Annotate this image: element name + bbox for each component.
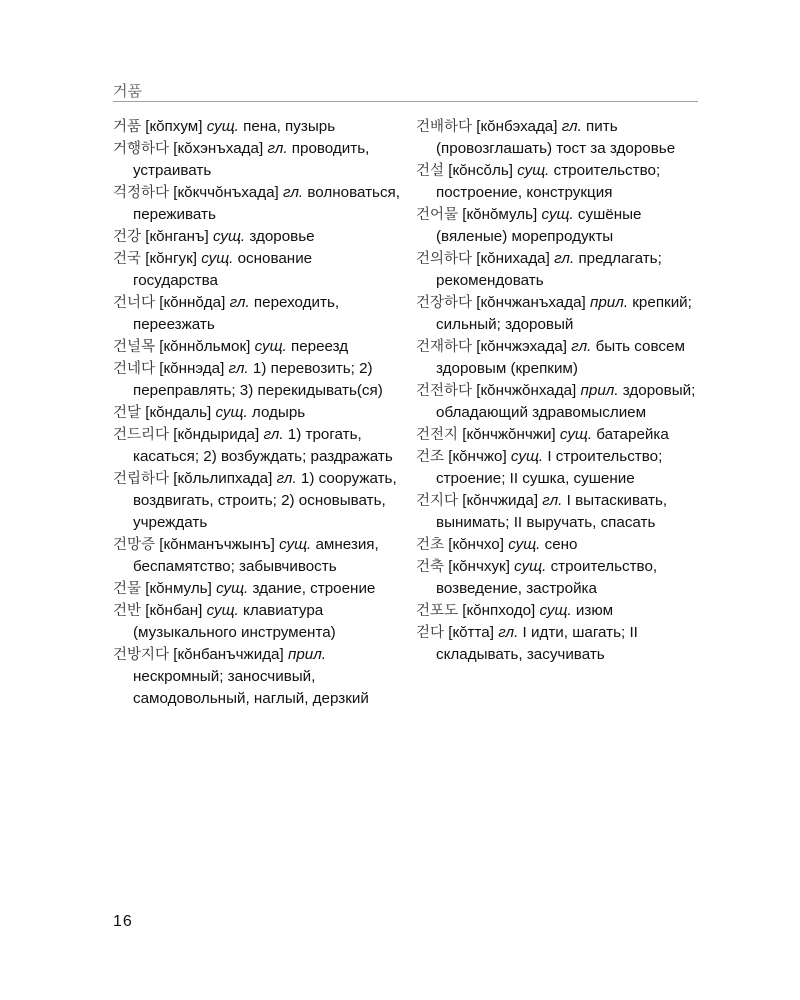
transcription: [кŏнсŏль] [448,162,513,179]
definition: волноваться, переживать [133,184,400,223]
dictionary-entry [416,424,706,446]
transcription: [кŏнбанъчжида] [173,646,284,663]
transcription: [кŏнганъ] [145,228,209,245]
dictionary-entry [113,600,400,644]
definition: строительство, возведение, застройка [436,558,658,597]
definition: предлагать; рекомендовать [436,250,662,289]
grammar-label: сущ. [201,250,234,267]
headword: 건널목 [113,339,156,355]
grammar-label: гл. [263,426,284,443]
running-head: 거품 [113,82,142,100]
definition: I строительство; строение; II сушка, сушение [436,448,663,487]
grammar-label: сущ. [517,162,550,179]
dictionary-entry [113,578,400,600]
dictionary-entry [113,336,400,358]
dictionary-entry [113,292,400,336]
transcription: [кŏнчжо] [448,448,507,465]
grammar-label: гл. [276,470,297,487]
headword: 건지다 [416,493,459,509]
transcription: [кŏннŏда] [159,294,226,311]
grammar-label: гл. [542,492,563,509]
grammar-label: гл. [554,250,575,267]
grammar-label: сущ. [541,206,574,223]
definition: батарейка [596,426,669,443]
page-number: 16 [113,913,133,930]
definition: здоровье [249,228,315,245]
transcription: [кŏнŏмуль] [462,206,538,223]
dictionary-entry [416,490,706,534]
headword: 건포도 [416,603,459,619]
headword: 걱정하다 [113,185,170,201]
definition: 1) трогать, касаться; 2) возбуждать; раздражать [133,426,393,465]
transcription: [кŏнбэхада] [476,118,558,135]
headword: 건축 [416,559,445,575]
transcription: [кŏнбан] [145,602,203,619]
grammar-label: сущ. [216,580,249,597]
transcription: [кŏнчхо] [448,536,504,553]
dictionary-entry [416,204,706,248]
definition: быть совсем здоровым (крепким) [436,338,685,377]
definition: основание государства [133,250,313,289]
grammar-label: сущ. [215,404,248,421]
transcription: [кŏнчхук] [448,558,510,575]
grammar-label: гл. [561,118,582,135]
grammar-label: гл. [498,624,519,641]
grammar-label: гл. [283,184,304,201]
dictionary-entry [113,226,400,248]
transcription: [кŏнчжэхада] [476,338,568,355]
dictionary-entry [416,534,706,556]
headword: 건설 [416,163,445,179]
grammar-label: гл. [228,360,249,377]
dictionary-entry [113,534,400,578]
grammar-label: прил. [287,646,327,663]
dictionary-entry [113,138,400,182]
headword: 건망증 [113,537,156,553]
headword: 건강 [113,229,142,245]
transcription: [кŏтта] [448,624,494,641]
transcription: [кŏнманъчжынъ] [159,536,275,553]
definition: сушёные (вяленые) морепродукты [436,206,642,245]
grammar-label: гл. [229,294,250,311]
dictionary-entry [113,182,400,226]
header-rule [113,101,698,102]
definition: I идти, шагать; II складывать, засучивать [436,624,638,663]
headword: 걷다 [416,625,445,641]
transcription: [кŏнихада] [476,250,550,267]
dictionary-entry [416,446,706,490]
dictionary-entry [113,358,400,402]
headword: 건전하다 [416,383,473,399]
definition: проводить, устраивать [133,140,370,179]
transcription: [кŏнчжŏнхада] [476,382,577,399]
transcription: [кŏнгук] [145,250,197,267]
definition: крепкий; сильный; здоровый [436,294,692,333]
transcription: [кŏльлипхада] [173,470,273,487]
definition: изюм [575,602,614,619]
headword: 건배하다 [416,119,473,135]
grammar-label: сущ. [206,602,239,619]
grammar-label: сущ. [206,118,239,135]
definition: амнезия, беспамятство; забывчивость [133,536,379,575]
transcription: [кŏннэда] [159,360,225,377]
dictionary-entry [416,116,706,160]
grammar-label: сущ. [254,338,287,355]
dictionary-entry [416,336,706,380]
dictionary-entry [416,600,706,622]
headword: 거행하다 [113,141,170,157]
headword: 건네다 [113,361,156,377]
grammar-label: прил. [590,294,629,311]
transcription: [кŏнчжида] [462,492,539,509]
definition: здание, строение [252,580,376,597]
headword: 건어물 [416,207,459,223]
definition: лодырь [251,404,306,421]
dictionary-entry [416,556,706,600]
headword: 건의하다 [416,251,473,267]
grammar-label: сущ. [510,448,544,465]
transcription: [кŏнмуль] [145,580,212,597]
grammar-label: сущ. [559,426,593,443]
transcription: [кŏхэнъхада] [173,140,264,157]
transcription: [кŏнпходо] [462,602,536,619]
headword: 건재하다 [416,339,473,355]
dictionary-entry [113,248,400,292]
transcription: [кŏндырида] [173,426,260,443]
definition: 1) перевозить; 2) переправлять; 3) перекидывать(ся) [133,360,383,399]
dictionary-entry [416,248,706,292]
headword: 건립하다 [113,471,170,487]
right-column [416,116,706,666]
headword: 건물 [113,581,142,597]
grammar-label: сущ. [514,558,547,575]
headword: 건국 [113,251,142,267]
definition: клавиатура (музыкального инструмента) [133,602,336,641]
grammar-label: гл. [267,140,288,157]
definition: пить (провозглашать) тост за здоровье [436,118,676,157]
definition: здоровый; обладающий здравомыслием [436,382,696,421]
definition: пена, пузырь [243,118,336,135]
dictionary-entry [113,468,400,534]
headword: 거품 [113,119,142,135]
grammar-label: сущ. [279,536,312,553]
dictionary-entry [416,380,706,424]
definition: переезд [290,338,349,355]
dictionary-entry [113,644,400,710]
grammar-label: сущ. [212,228,246,245]
dictionary-entry [416,292,706,336]
dictionary-entry [416,622,706,666]
transcription: [кŏпхум] [145,118,203,135]
definition: 1) сооружать, воздвигать, строить; 2) основывать, учреждать [133,470,397,531]
headword: 건장하다 [416,295,473,311]
transcription: [кŏннŏльмок] [159,338,251,355]
headword: 건초 [416,537,445,553]
headword: 건반 [113,603,142,619]
definition: переходить, переезжать [133,294,340,333]
transcription: [кŏкччŏнъхада] [173,184,279,201]
transcription: [кŏнчжŏнчжи] [462,426,556,443]
dictionary-entry [113,424,400,468]
dictionary-entry [113,116,400,138]
grammar-label: гл. [571,338,592,355]
dictionary-entry [113,402,400,424]
definition: сено [544,536,578,553]
definition: I вытаскивать, вынимать; II выручать, спасать [436,492,668,531]
left-column [113,116,400,710]
headword: 건달 [113,405,142,421]
transcription: [кŏндаль] [145,404,212,421]
grammar-label: прил. [580,382,619,399]
definition: строительство; построение, конструкция [436,162,661,201]
grammar-label: сущ. [508,536,541,553]
headword: 건너다 [113,295,156,311]
headword: 건드리다 [113,427,170,443]
dictionary-entry [416,160,706,204]
headword: 건전지 [416,427,459,443]
headword: 건조 [416,449,445,465]
definition: нескромный; заносчивый, самодовольный, наглый, дерзкий [133,668,369,707]
grammar-label: сущ. [539,602,572,619]
headword: 건방지다 [113,647,170,663]
transcription: [кŏнчжанъхада] [476,294,586,311]
